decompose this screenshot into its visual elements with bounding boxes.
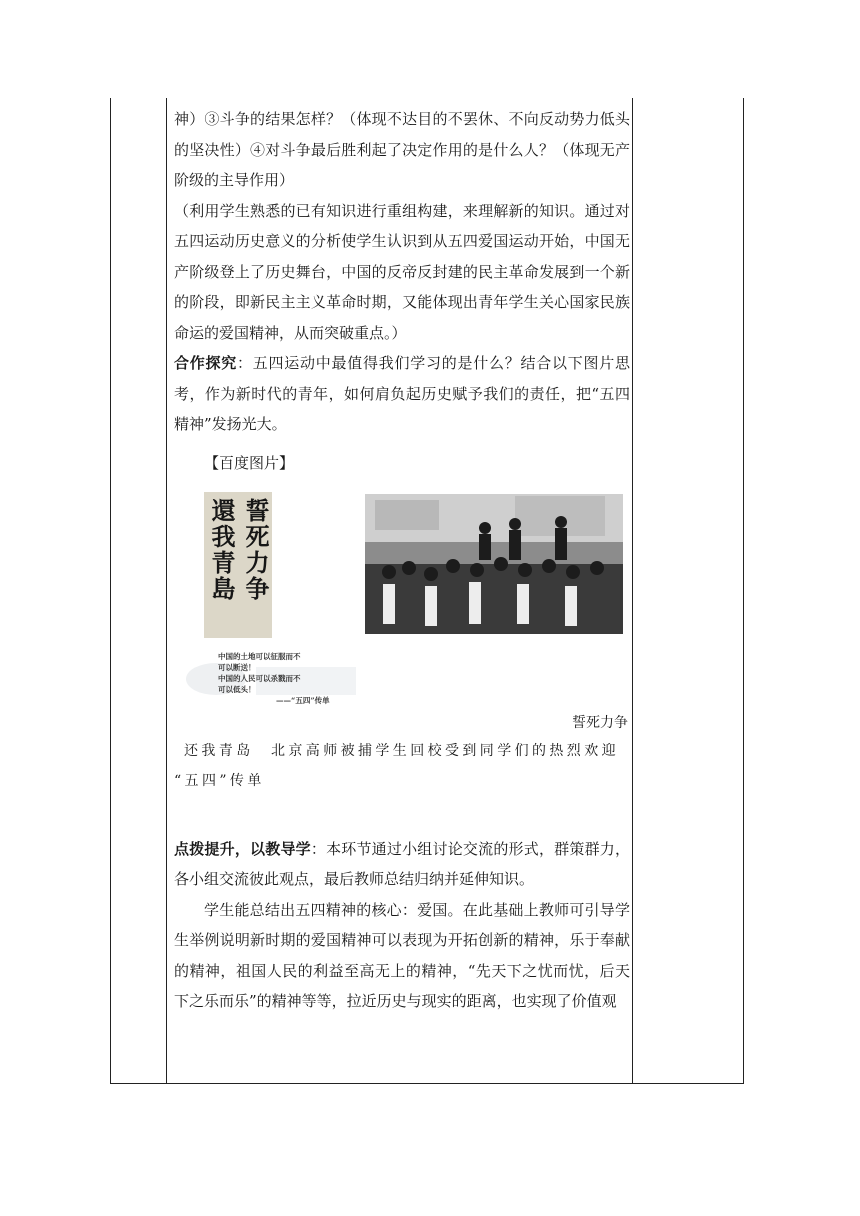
caption-photo: 还我青岛 北京高师被捕学生回校受到同学们的热烈欢迎 — [184, 742, 619, 759]
blank-line — [174, 796, 630, 826]
caption-flyer: “五四”传单 — [174, 772, 265, 789]
paragraph-cooperative-inquiry — [174, 348, 630, 440]
content-cell — [174, 104, 630, 1017]
flyer-line-4: 可以低头！ — [218, 684, 256, 694]
flyer-line-3: 中国的人民可以杀戮而不 — [218, 673, 301, 683]
calligraphy-column-1: 誓死力争 — [241, 497, 270, 602]
table-border-left — [110, 98, 111, 1084]
image-area — [174, 484, 630, 730]
guide-label: 点拨提升，以教导学 — [174, 839, 311, 858]
paragraph-analysis: （利用学生熟悉的已有知识进行重组构建，来理解新的知识。通过对五四运动历史意义的分析使学生认识到从五四爱国运动开始，中国无产阶级登上了历史舞台，中国的反帝反封建的民主革命发展到一个新的阶段，即新民主主义革命时期，又能体现出青年学生关心国家民族命运的爱国精神，从而突破重点。） — [174, 201, 630, 342]
flyer-line-2: 可以断送！ — [218, 662, 256, 672]
students-return-photo — [365, 494, 623, 634]
coop-label: 合作探究 — [174, 354, 237, 372]
guide-text: ：本环节通过小组讨论交流的形式，群策群力，各小组交流彼此观点，最后教师总结归纳并延伸知识。 — [174, 839, 630, 888]
calligraphy-column-2: 還我青島 — [207, 497, 236, 602]
flyer-line-5: ——“五四”传单 — [276, 695, 330, 705]
paragraph-questions: 神）③斗争的结果怎样？（体现不达目的不罢休、不向反动势力低头的坚决性）④对斗争最后胜利起了决定作用的是什么人？（体现无产阶级的主导作用） — [174, 110, 630, 189]
paragraph-patriotism: 学生能总结出五四精神的核心：爱国。在此基础上教师可引导学生举例说明新时期的爱国精神可以表现为开拓创新的精神，乐于奉献的精神，祖国人民的利益至高无上的精神，“先天下之忧而忧，后天下之乐而乐”的精神等等，拉近历史与现实的距离，也实现了价值观 — [174, 900, 630, 1010]
caption-calligraphy: 誓死力争 — [572, 714, 628, 731]
table-divider-1 — [166, 98, 167, 1084]
coop-text: ：五四运动中最值得我们学习的是什么？结合以下图片思考，作为新时代的青年，如何肩负起历史赋予我们的责任，把“五四精神”发扬光大。 — [174, 354, 630, 433]
paragraph-guidance — [174, 834, 630, 895]
image-source-label: 【百度图片】 — [204, 453, 295, 472]
flyer-line-1: 中国的土地可以征服而不 — [218, 651, 301, 661]
table-border-bottom — [110, 1083, 744, 1084]
may-fourth-flyer-image — [176, 649, 386, 723]
table-border-right — [743, 98, 744, 1084]
calligraphy-image — [204, 492, 272, 638]
table-divider-2 — [632, 98, 633, 1084]
